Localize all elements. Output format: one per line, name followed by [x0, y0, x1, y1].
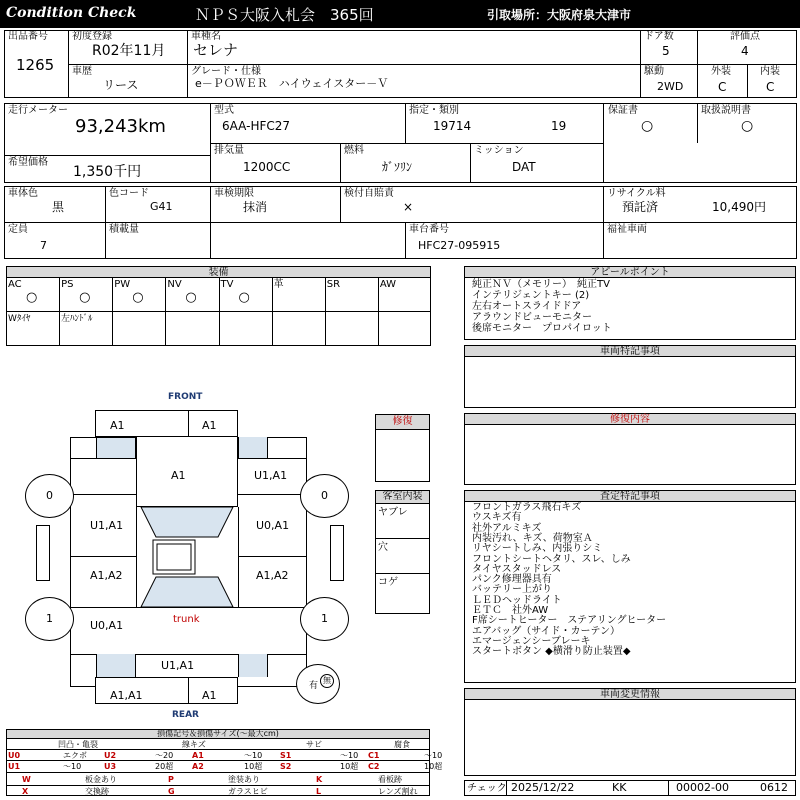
appeal-line: 後席モニター プロパイロット — [472, 323, 612, 334]
appeal-line: 左右オートスライドドア — [472, 301, 582, 312]
legend-code: W — [22, 775, 31, 784]
inspection-note-line: 内装汚れ、キズ、荷物室Ａ — [472, 532, 593, 544]
liability-value: × — [403, 200, 414, 214]
interior-value: C — [766, 80, 775, 94]
manual-label: 取扱説明書 — [701, 105, 751, 116]
rear-left-damage: A1,A1 — [110, 689, 143, 702]
fr-door-damage: U0,A1 — [256, 519, 290, 532]
equipment-tv-mark: ○ — [238, 290, 250, 305]
warranty-mark: ○ — [641, 118, 654, 134]
legend-code: G — [168, 787, 175, 796]
recycle-label: リサイクル料 — [607, 188, 666, 199]
inspection-note-line: ＬＥＤヘッドライト — [472, 594, 562, 606]
doc-code: 00002-00 — [676, 781, 729, 794]
spare-label: 有 — [309, 681, 319, 691]
equipment-nv-mark: ○ — [185, 290, 197, 305]
special-notes-title: 車両特記事項 — [464, 345, 796, 357]
recycle-amount: 10,490円 — [712, 200, 766, 214]
front-label: FRONT — [168, 392, 203, 402]
legend-code: U1 — [8, 762, 21, 771]
page-title: ＮＰＳ大阪入札会 365回 — [195, 6, 374, 24]
equipment-ps-label: PS — [61, 279, 74, 290]
lot-number: 1265 — [16, 56, 55, 74]
appeal-line: 純正ＮＶ（メモリー） 純正TV — [472, 279, 610, 290]
grade-value: e－ＰＯＷＥＲ ハイウェイスター－Ｖ — [195, 77, 389, 90]
score-label: 評価点 — [730, 31, 760, 42]
legend-code: P — [168, 775, 174, 784]
legend-code: 10超 — [424, 762, 443, 771]
legend-code: U0 — [8, 751, 21, 760]
equipment-sr-label: SR — [326, 279, 341, 290]
right-mirror — [330, 525, 344, 581]
equipment-pw-label: PW — [114, 279, 131, 290]
legend-code: レンズ割れ — [378, 787, 418, 796]
legend-code: 塗装あり — [228, 775, 260, 784]
checker: KK — [612, 781, 627, 794]
inspection-note-line: パンク修理器具有 — [472, 574, 552, 586]
inspection-note-line: フロントシートヘタリ、スレ、しみ — [472, 553, 631, 565]
fr-fender-damage: U1,A1 — [254, 469, 288, 482]
legend-code: ～10 — [340, 751, 359, 760]
legend-code: 10超 — [244, 762, 263, 771]
interior-label: 内装 — [760, 66, 780, 77]
legend-code: ～20 — [155, 751, 174, 760]
legend-code: 看板跡 — [378, 775, 402, 784]
wheel-rl: 1 — [25, 597, 74, 641]
legend-code: S2 — [280, 762, 292, 771]
first-reg-value: R02年11月 — [92, 43, 166, 59]
wheel-fr: 0 — [300, 474, 349, 518]
inspection-note-line: スタートボタン ◆横滑り防止装置◆ — [472, 646, 631, 658]
inspection-note-line: フロントガラス飛石キズ — [472, 502, 582, 513]
chassis-label: 車台番号 — [409, 224, 449, 235]
legend-code: L — [316, 787, 322, 796]
legend-code: S1 — [280, 751, 292, 760]
brand-logo: Condition Check — [6, 5, 137, 21]
appeal-line: アラウンドビューモニター — [472, 312, 592, 323]
repair-content-title: 修復内容 — [464, 413, 796, 425]
equipment-tv-label: TV — [220, 279, 234, 290]
doc-code-2: 0612 — [760, 781, 788, 794]
legend-code: 板金あり — [85, 775, 117, 784]
appeal-title: アピールポイント — [464, 266, 796, 278]
welfare-label: 福祉車両 — [607, 224, 647, 235]
inspection-value: 抹消 — [243, 200, 268, 214]
legend-code: A1 — [192, 751, 204, 760]
legend-code: 交換跡 — [85, 787, 109, 796]
cabin-title: 客室内装 — [375, 490, 430, 504]
grade-label: グレード・仕様 — [191, 66, 261, 77]
legend-code: U2 — [104, 751, 117, 760]
legend-code: 10超 — [340, 762, 359, 771]
warranty-label: 保証書 — [608, 105, 638, 116]
designation-label: 指定・類別 — [409, 105, 459, 116]
inspection-notes-title: 査定特記事項 — [464, 490, 796, 502]
legend-code: X — [22, 787, 29, 796]
color-label: 車体色 — [8, 188, 38, 199]
trunk-lid-damage: U1,A1 — [161, 659, 195, 672]
hood-damage: A1 — [171, 469, 186, 482]
mileage-label: 走行メーター — [8, 105, 68, 116]
car-name-value: セレナ — [193, 41, 239, 59]
equipment-extra-1: 左ﾊﾝﾄﾞﾙ — [61, 314, 93, 324]
cabin-roof — [136, 507, 238, 607]
history-label: 車歴 — [72, 66, 92, 77]
first-reg-label: 初度登録 — [72, 31, 112, 42]
mileage-value: 93,243km — [75, 116, 166, 137]
front-right-damage: A1 — [202, 419, 217, 432]
pickup-location: 引取場所：大阪府泉大津市 — [487, 8, 632, 22]
wheel-rr: 1 — [300, 597, 349, 641]
fuel-value: ｶﾞｿﾘﾝ — [382, 160, 413, 174]
liability-label: 検付自賠責 — [344, 188, 394, 199]
cabin-item-1: 穴 — [378, 542, 388, 553]
mission-label: ミッション — [474, 145, 524, 156]
color-code-value: G41 — [150, 200, 173, 213]
color-code-label: 色コード — [109, 188, 149, 199]
price-label: 希望価格 — [8, 157, 48, 168]
legend-code: ～10 — [244, 751, 263, 760]
model-value: 6AA-HFC27 — [222, 119, 291, 133]
color-value: 黒 — [52, 200, 65, 214]
appeal-line: インテリジェントキー (2) — [472, 290, 590, 301]
legend-code: C2 — [368, 762, 380, 771]
price-value: 1,350千円 — [73, 164, 142, 180]
legend-code: ～10 — [424, 751, 443, 760]
equipment-ps-mark: ○ — [79, 290, 91, 305]
legend-title: 損傷記号＆損傷サイズ(～最大cm) — [6, 729, 430, 739]
fuel-label: 燃料 — [344, 145, 364, 156]
inspection-note-line: ＥＴＣ 社外AW — [472, 605, 549, 616]
manual-mark: ○ — [741, 118, 754, 134]
equipment-pw-mark: ○ — [132, 290, 144, 305]
equipment-ac-mark: ○ — [26, 290, 38, 305]
legend-cat-rust: サビ — [306, 740, 322, 749]
inspection-note-line: バッテリー上がり — [472, 584, 552, 596]
legend-code: エクボ — [63, 751, 87, 760]
repair-title: 修復 — [375, 414, 430, 430]
equipment-ac-label: AC — [8, 279, 22, 290]
equipment-nv-label: NV — [167, 279, 182, 290]
inspection-note-line: リヤシートしみ、内張りシミ — [472, 543, 603, 555]
cabin-item-2: コゲ — [378, 577, 398, 588]
left-mirror — [36, 525, 50, 581]
equipment-aw-label: AW — [379, 279, 397, 290]
inspection-label: 車検期限 — [214, 188, 254, 199]
classification-value: 19 — [551, 119, 567, 133]
inspection-note-line: 社外アルミキズ — [472, 522, 542, 534]
legend-code: ガラスヒビ — [228, 787, 268, 796]
designation-value: 19714 — [433, 119, 472, 133]
legend-cat-corr: 腐食 — [394, 740, 410, 749]
equipment-革-label: 革 — [273, 279, 284, 290]
change-info-panel — [464, 688, 796, 776]
capacity-label: 定員 — [8, 224, 28, 235]
history-value: リース — [103, 78, 139, 92]
mission-value: DAT — [512, 160, 536, 174]
front-left-damage: A1 — [110, 419, 125, 432]
exterior-value: C — [718, 80, 727, 94]
legend-cat-dent: 凹凸・亀裂 — [58, 740, 98, 749]
equipment-title: 装備 — [6, 266, 431, 278]
check-label: チェック — [467, 783, 507, 794]
spare-none-mark: 無 — [320, 674, 334, 688]
inspection-note-line: F席シートヒーター ステアリングヒーター — [472, 615, 667, 627]
car-name-label: 車種名 — [191, 31, 221, 42]
legend-code: 20超 — [155, 762, 174, 771]
hood — [136, 437, 238, 507]
legend-code: K — [316, 775, 323, 784]
legend-code: C1 — [368, 751, 380, 760]
score-value: 4 — [741, 44, 749, 58]
load-label: 積載量 — [109, 224, 139, 235]
rr-door-damage: A1,A2 — [256, 569, 289, 582]
doors-value: 5 — [662, 44, 670, 58]
rl-quarter-damage: U0,A1 — [90, 619, 124, 632]
inspection-note-line: エアバッグ（サイド・カーテン） — [472, 625, 620, 637]
inspection-note-line: タイヤスタッドレス — [472, 563, 562, 575]
recycle-status: 預託済 — [622, 200, 659, 214]
legend-code: A2 — [192, 762, 204, 771]
equipment-extra-0: Wﾀｲﾔ — [8, 314, 31, 324]
change-info-title: 車両変更情報 — [464, 688, 796, 700]
model-label: 型式 — [214, 105, 234, 116]
drive-value: 2WD — [657, 80, 684, 93]
rear-right-damage: A1 — [202, 689, 217, 702]
displacement-value: 1200CC — [243, 160, 291, 174]
wheel-fl: 0 — [25, 474, 74, 518]
legend-code: ～10 — [63, 762, 82, 771]
doors-label: ドア数 — [644, 31, 674, 42]
rl-door-damage: A1,A2 — [90, 569, 123, 582]
inspection-note-line: エマージェンシーブレーキ — [472, 635, 591, 647]
displacement-label: 排気量 — [214, 145, 244, 156]
capacity-value: 7 — [40, 239, 47, 252]
cabin-item-0: ヤブレ — [378, 507, 408, 518]
drive-label: 駆動 — [644, 66, 664, 77]
exterior-label: 外装 — [711, 66, 731, 77]
legend-code: U3 — [104, 762, 117, 771]
lot-label: 出品番号 — [8, 31, 48, 42]
check-date: 2025/12/22 — [511, 781, 575, 794]
trunk-label: trunk — [173, 614, 200, 625]
fl-door-damage: U1,A1 — [90, 519, 124, 532]
inspection-note-line: ウスキズ有 — [472, 512, 522, 524]
chassis-value: HFC27-095915 — [418, 239, 501, 252]
legend-cat-scratch: 線キズ — [182, 740, 206, 749]
rear-label: REAR — [172, 710, 199, 720]
